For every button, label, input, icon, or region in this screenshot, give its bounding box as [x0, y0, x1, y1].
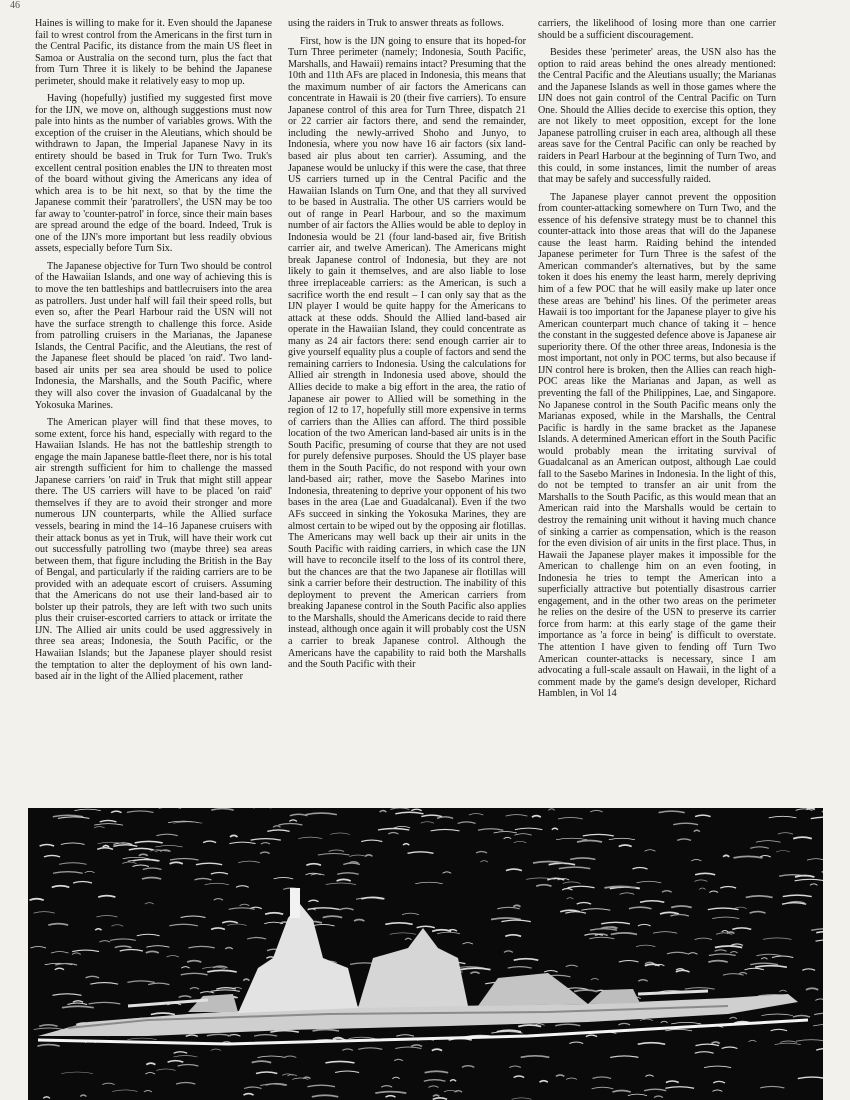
article-paragraph: using the raiders in Truk to answer threats as follows. — [288, 18, 504, 29]
article-paragraph: Haines is willing to make for it. Even should the Japanese fail to wrest control from the Americans in the first turn in the Central Pacific, its distance from the main US fleet in Samoa or Australia on the second turn, plus the fact that from Turn Three it is likely to be behind the Japanese perimeter, should make it relatively easy to mop up. — [35, 18, 272, 87]
article-column-2 — [288, 18, 526, 793]
article-paragraph: First, how is the IJN going to ensure that its hoped-for Turn Three perimeter (namely; Indonesia, South Pacific, Marshalls, and Hawaii) remains intact? Presuming that the 10th and 11th AFs are placed in Indonesia, this means that the maximum number of air factors the Americans can concentrate in Hawaii is 20 (their five carriers). To ensure Japanese control of this area for Turn Three, dispatch 21 or 22 carrier air factors there, and send the remainder, including the newly-arrived Shoho and Junyo, to Indonesia, where you now have 16 air factors (six land-based air plus about ten carrier). Assuming, and the Japanese would be unlucky if this were the case, that three US carriers turned up in the Central Pacific and the Hawaiian Islands on Turn One, and that they all survived to be based in Australia. The other US carriers would be out of range in Pearl Harbour, and so the maximum number of air factors the Allies would be able to deploy in Indonesia would be 21 (four land-based air, five British carrier air, and twelve American). The Americans might break Japanese control of Indonesia, but they are not likely to gain it themselves, and are also liable to lose three irreplaceable carriers: as the American, is such a sacrifice worth the end result – I can only say that as the IJN player I would be quite happy for the Americans to attack at these odds. Should the Allied land-based air operate in the Hawaiian Island, they could concentrate as many as 24 air factors there: send enough carrier air to give yourself equality plus a couple of factors and send the remaining carriers to Indonesia. Using the calculations for Allied air strength in Indonesia used above, should the Allies decide to make a big effort in the area, the ratio of Japanese air power to Allied will be something in the region of 12 to 17, hopefully still more expensive in terms of carriers than the Allies can afford. The third possible location of the two American land-based air units is in the South Pacific, presuming of course that they are not used for purely defensive purposes. Should the US player base them in the South Pacific, do not respond with your own land-based air; rather, move the Sasebo Marines into Indonesia, threatening to deprive your opponent of his two bases in the area (Lae and Guadalcanal). Even if the two AFs succeed in sinking the Yokosuka Marines, they are almost certain to be wiped out by the opposing air flotillas. The Americans may well back up their air units in the South Pacific with raiding carriers, in which case the IJN will have to reconcile itself to the loss of its control there, but the chances are that the two Japanese air flotillas will sink a carrier before their destruction. The inability of this deployment to prevent the American carriers from breaking Japanese control in the South Pacific also applies to the Marshalls, should the Americans decide to raid there instead, although once again it will probably cost the USN a carrier to break Japanese control. Although the Americans have the capability to raid both the Marshalls and the South Pacific with their — [288, 35, 526, 671]
article-paragraph: carriers, the likelihood of losing more than one carrier should be a sufficient discouragement. — [538, 18, 776, 41]
warship-illustration — [28, 808, 823, 1100]
article-paragraph: The American player will find that these moves, to some extent, force his hand, especially with regard to the Hawaiian Islands. He has not the battleship strength to engage the main Japanese battle-fleet there, nor is his total air strength sufficient for him to challenge the massed Japanese carriers 'on raid' in Truk that might still appear there. The US carriers will have to be placed 'on raid' themselves if they are to avoid their stronger and more numerous IJN counterparts, while the Allied surface vessels, bearing in mind the 14–16 Japanese cruisers with their attack bonus as yet in Truk, will have their work cut out successfully patrolling two (maybe three) sea areas between them, that figure including the British in the Bay of Bengal, and particularly if the raiding carriers are to be provided with an adequate escort of cruisers. Assuming that the Americans do not use their land-based air to bolster up their patrols, they are left with two such units plus their cruiser-escorted carriers to attack or irritate the IJN. The Allied air units could be used aggressively in three sea areas; Indonesia, the South Pacific, or the Hawaiian Islands; but the Japanese player should resist the temptation to alter the deployment of his own land-based air in the light of the Allied placement, rather — [35, 417, 272, 683]
article-paragraph: The Japanese objective for Turn Two should be control of the Hawaiian Islands, and one way of achieving this is to move the ten battleships and battlecruisers into the area as patrollers. Just under half will fail their speed rolls, but even so, after the Pearl Harbour raid the USN will not have the surface strength to challenge this force. Aside from patrolling cruisers in the Marianas, the Japanese Islands, the Central Pacific, and the Aleutians, the rest of the Japanese fleet should be placed 'on raid'. Two land-based air units per sea area should be used to police Indonesia, the Marshalls, and the South Pacific, where they will also cover the invasion of Guadalcanal by the Yokosuka Marines. — [35, 260, 272, 411]
article-paragraph: Besides these 'perimeter' areas, the USN also has the option to raid areas behind the ones already mentioned: the Central Pacific and the Aleutians usually; the Marianas and the Japanese Islands as well in those games where the IJN does not gain control of the Central Pacific on Turn One. Should the Allies decide to exercise this option, they are not likely to meet opposition, except for the lone Japanese patrolling cruiser in each area, although all these areas save for the Central Pacific can only be reached by raiders in Pearl Harbour at the beginning of Turn Two, and this could, in some instances, limit the number of areas that may be safely and successfully raided. — [538, 47, 776, 186]
page-number: 46 — [10, 0, 20, 11]
article-paragraph: The Japanese player cannot prevent the opposition from counter-attacking somewhere on Turn Two, and the essence of his defensive strategy must be to channel this counter-attack into those areas that will do the Japanese cause the least harm. Raiding behind the intended Japanese perimeter for Turn Three is the safest of the American commander's alternatives, but by the same token it does his enemy the least harm, merely depriving him of a few POC that he will easily make up later once these areas are 'behind' his lines. Of the perimeter areas Hawaii is too important for the Japanese player to give his American counterpart much chance of taking it – hence the constant in the suggested defence above is Japanese air superiority there. Of the other three areas, Indonesia is the most important, not only in POC terms, but also because if IJN control here is broken, then the Allies can reach high-POC areas like the Marianas and Japan, as well as preventing the fall of the Philippines, Lae, and Singapore. No Japanese control in the South Pacific means only the Marianas exposed, while in the Marshalls, the Central Pacific is hardly in the same bracket as the Japanese Islands. A determined American effort in the South Pacific would probably mean the irritating survival of Guadalcanal as an American outpost, although Lae could fall to the Sasebo Marines in Indonesia. In the light of this, do not be tempted to transfer an air unit from the Marshalls to the South Pacific, as this would mean that an American raid into the Marshalls would be certain to destroy the remaining unit without it having much chance of sinking a carrier as compensation, which is the reason for the even division of air units in the first place. Thus, in Hawaii the Japanese player makes it impossible for the American to challenge him on an even footing, in Indonesia he tries to tempt the American into a superficially attractive but potentially disastrous carrier engagement, and in the other two areas on the perimeter he relies on the desire of the USN to preserve its carrier force from harm: at this early stage of the game their importance as 'a force in being' is difficult to overstate. The attention I have given to fending off Turn Two American counter-attacks is necessary, since I am advocating a full-scale assault on Hawaii, in the light of a comment made by the game's design developer, Richard Hamblen, in Vol 14 — [538, 191, 776, 700]
ship-mast — [290, 888, 300, 918]
article-column-3 — [538, 18, 776, 793]
article-column-1 — [35, 18, 272, 793]
article-paragraph: Having (hopefully) justified my suggested first move for the IJN, we move on, although suggestions must now pale into hints as the number of variables grows. With the exception of the cruiser in the Aleutians, which should be withdrawn to Japan, the Imperial Japanese Navy in its entirety should be based in Truk for Turn Two. Truk's excellent central position enables the IJN to threaten most of the board without giving the Americans any idea of which area is to be hit next, so that by the time the Japanese commit their 'paratrollers', the USN may be too far away to 'counter-patrol' in force, since their main bases are spread around the edge of the board. Indeed, Truk is one of the IJN's more important but less readily obvious assets, especially before Turn Six. — [35, 93, 272, 255]
warship-photo — [28, 808, 823, 1100]
